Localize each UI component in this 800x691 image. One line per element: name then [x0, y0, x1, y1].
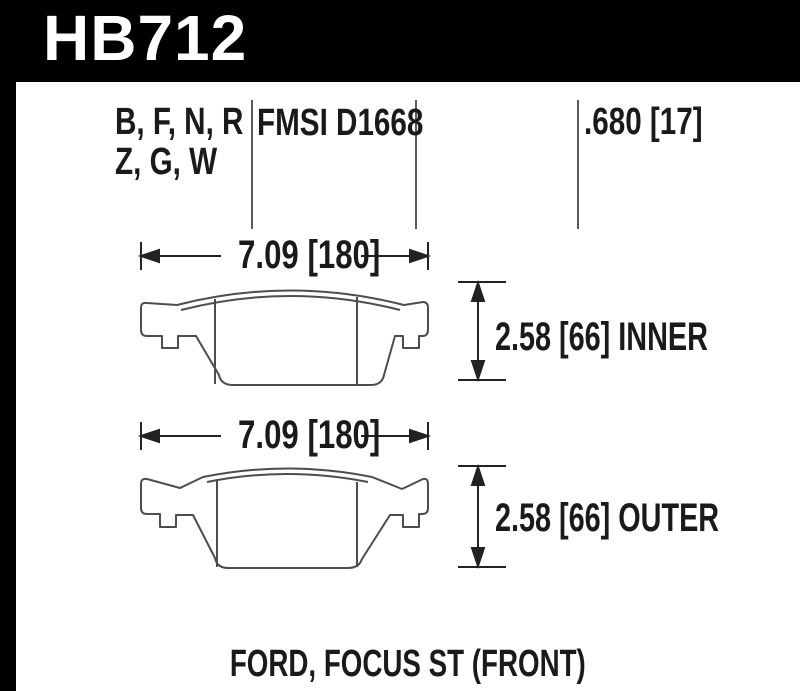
fmsi-code: FMSI D1668 — [257, 102, 424, 144]
arrow-left-icon — [141, 430, 159, 442]
pad-thickness: .680 [17] — [584, 101, 703, 143]
arrow-right-icon — [410, 250, 428, 262]
outer-pad-width-label: 7.09 [180] — [238, 413, 381, 457]
inner-pad-drawing — [141, 291, 428, 386]
outer-pad-drawing — [141, 469, 428, 569]
inner-pad-width-label: 7.09 [180] — [238, 233, 381, 277]
arrow-right-icon — [410, 430, 428, 442]
inner-pad-height-label: 2.58 [66] INNER — [495, 315, 708, 359]
arrow-down-icon — [472, 548, 484, 566]
outer-pad-top-inner-line — [207, 474, 368, 482]
arrow-up-icon — [472, 283, 484, 301]
compound-codes-line2: Z, G, W — [115, 141, 218, 183]
arrow-left-icon — [141, 250, 159, 262]
inner-pad-outline — [141, 291, 428, 386]
arrow-down-icon — [472, 361, 484, 379]
part-number: HB712 — [43, 2, 248, 74]
arrow-up-icon — [472, 467, 484, 485]
vehicle-application: FORD, FOCUS ST (FRONT) — [230, 643, 586, 685]
outer-pad-height-label: 2.58 [66] OUTER — [495, 496, 720, 540]
outer-pad-outline — [141, 469, 428, 569]
compound-codes-line1: B, F, N, R — [115, 101, 244, 143]
